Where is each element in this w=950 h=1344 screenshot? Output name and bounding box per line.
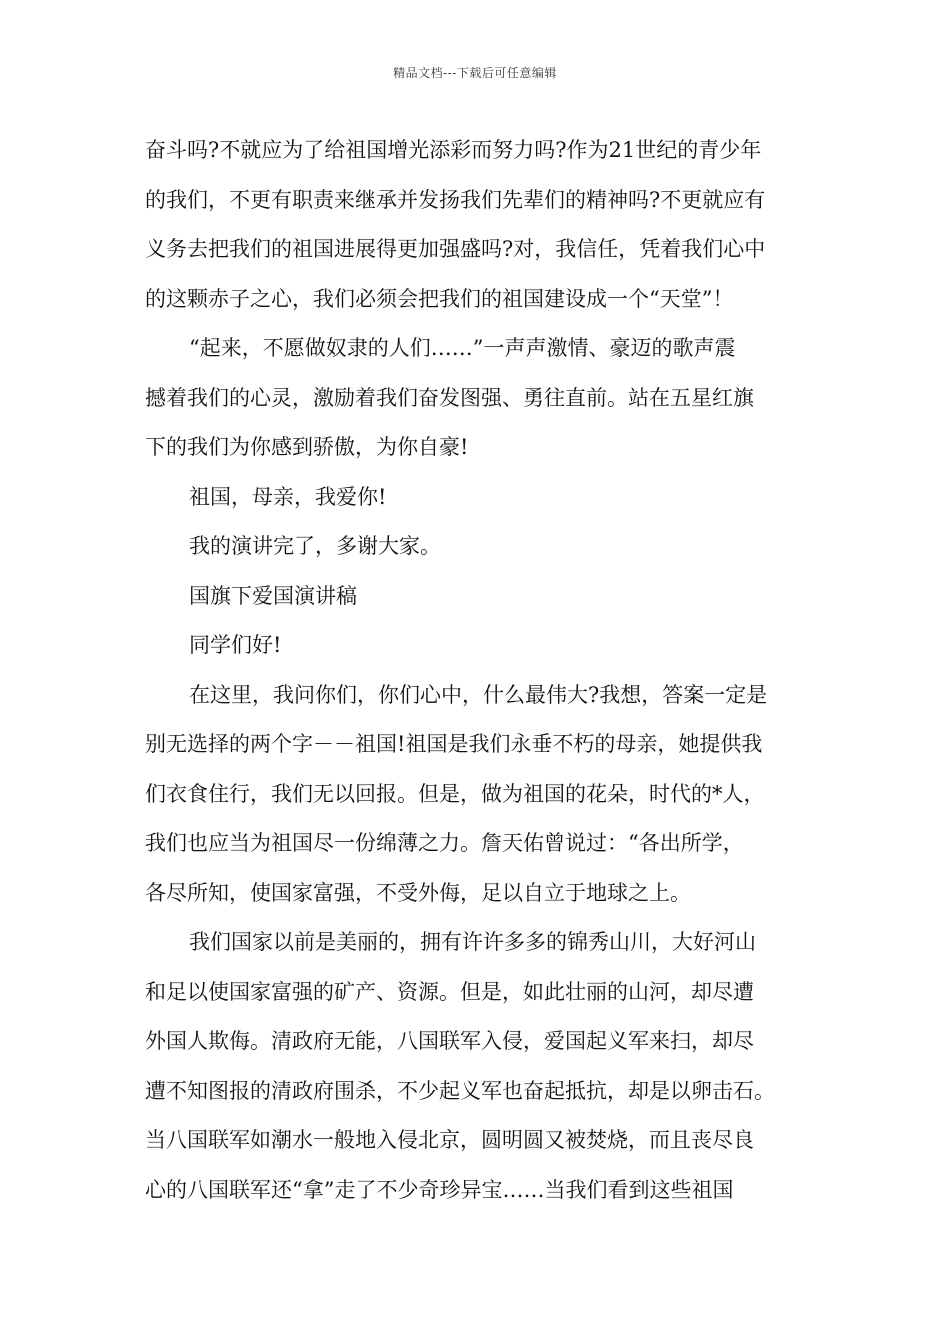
text-line: 各尽所知，使国家富强，不受外侮，足以自立于地球之上。 <box>145 880 691 905</box>
text-line: 们衣食住行，我们无以回报。但是，做为祖国的花朵，时代的*人， <box>145 781 765 806</box>
page-header: 精品文档---下载后可任意编辑 <box>393 66 557 80</box>
text-line: 遭不知图报的清政府围杀，不少起义军也奋起抵抗，却是以卵击石。 <box>145 1078 775 1103</box>
text-line: 我们国家以前是美丽的，拥有许许多多的锦秀山川，大好河山 <box>189 930 756 954</box>
text-line: 祖国，母亲，我爱你! <box>189 484 387 509</box>
text-line: 在这里，我问你们，你们心中，什么最伟大?我想，答案一定是 <box>189 682 768 707</box>
text-line: 的这颗赤子之心，我们必须会把我们的祖国建设成一个“天堂”！ <box>145 286 734 311</box>
text-line: 同学们好! <box>189 633 282 657</box>
text-line: 的我们，不更有职责来继承并发扬我们先辈们的精神吗?不更就应有 <box>145 187 766 212</box>
text-line: 心的八国联军还“拿”走了不少奇珍异宝……当我们看到这些祖国 <box>145 1177 734 1202</box>
text-line: “起来，不愿做奴隶的人们……”一声声激情、豪迈的歌声震 <box>189 336 736 360</box>
text-line: 我们也应当为祖国尽一份绵薄之力。詹天佑曾说过：“各出所学， <box>145 831 744 855</box>
text-line: 撼着我们的心灵，激励着我们奋发图强、勇往直前。站在五星红旗 <box>145 385 754 410</box>
body-text <box>145 126 820 1215</box>
text-line: 国旗下爱国演讲稿 <box>189 583 357 608</box>
text-line: 外国人欺侮。清政府无能，八国联军入侵，爱国起义军来扫，却尽 <box>145 1029 754 1053</box>
text-line: 和足以使国家富强的矿产、资源。但是，如此壮丽的山河，却尽遭 <box>145 979 754 1004</box>
text-line: 义务去把我们的祖国进展得更加强盛吗?对，我信任，凭着我们心中 <box>145 237 766 261</box>
text-line: 我的演讲完了，多谢大家。 <box>189 534 441 558</box>
text-line: 当八国联军如潮水一般地入侵北京，圆明圆又被焚烧，而且丧尽良 <box>145 1128 754 1152</box>
text-line: 别无选择的两个字－－祖国!祖国是我们永垂不朽的母亲，她提供我 <box>145 732 763 756</box>
text-line: 下的我们为你感到骄傲，为你自豪! <box>145 435 469 459</box>
text-line: 奋斗吗?不就应为了给祖国增光添彩而努力吗?作为21世纪的青少年 <box>145 138 762 162</box>
